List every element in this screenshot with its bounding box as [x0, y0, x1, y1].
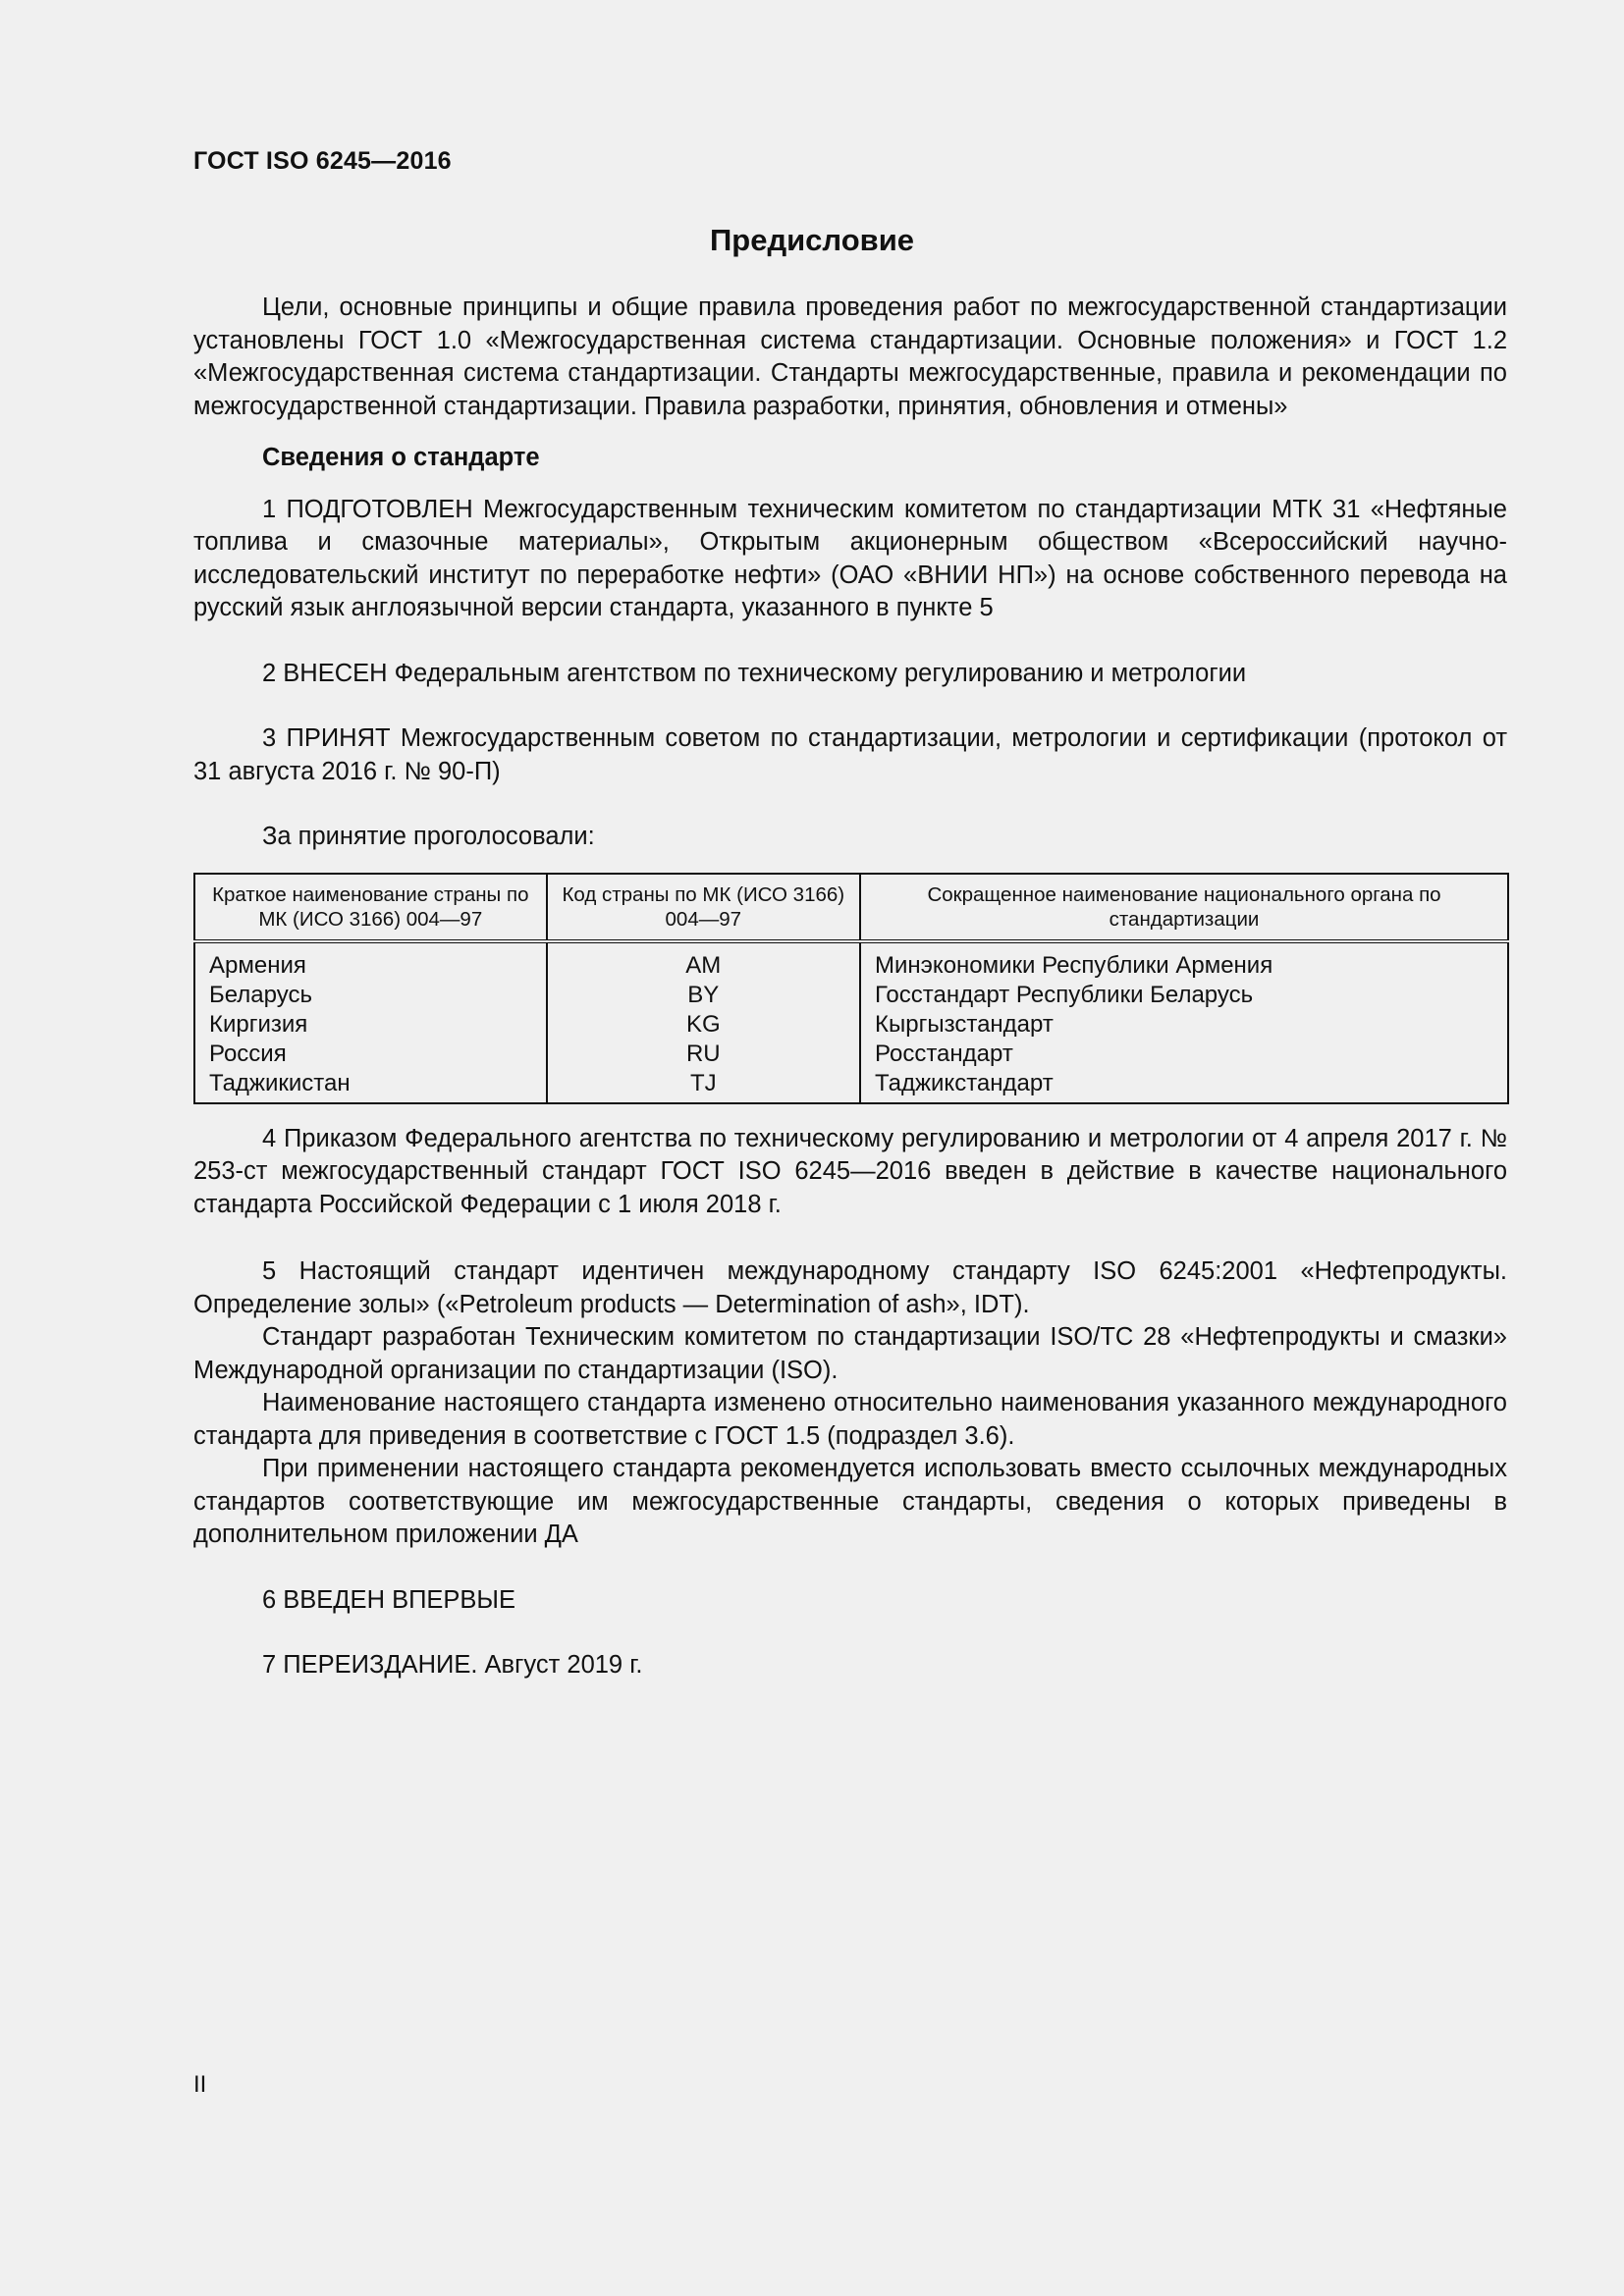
table-row [194, 941, 1508, 981]
page-number: II [193, 2071, 207, 2098]
item-1-paragraph: 1 ПОДГОТОВЛЕН Межгосударственным техническим комитетом по стандартизации МТК 31 «Нефтяные топлива и смазочные материалы», Открытым акционерным обществом «Всероссийский научно-исследовательский институт по переработке нефти» (ОАО «ВНИИ НП») на основе собственного перевода на русский язык англоязычной версии стандарта, указанного в пункте 5 [193, 495, 1507, 621]
table-header-row [194, 874, 1508, 941]
country-code: TJ [547, 1069, 860, 1103]
item-5-paragraph-4: При применении настоящего стандарта рекомендуется использовать вместо ссылочных международных стандартов соответствующие им межгосударственные стандарты, сведения о которых приведены в дополнительном приложении ДА [193, 1455, 1507, 1548]
item-4-paragraph: 4 Приказом Федерального агентства по техническому регулированию и метрологии от 4 апреля 2017 г. № 253-ст межгосударственный стандарт ГОСТ ISO 6245—2016 введен в действие в качестве национального стандарта Российской Федерации с 1 июля 2018 г. [193, 1124, 1507, 1218]
item-5-paragraph-3: Наименование настоящего стандарта изменено относительно наименования указанного международного стандарта для приведения в соответствие с ГОСТ 1.5 (подраздел 3.6). [193, 1389, 1507, 1450]
item-5-paragraph-2: Стандарт разработан Техническим комитетом по стандартизации ISO/TC 28 «Нефтепродукты и смазки» Международной организации по стандартизации (ISO). [193, 1323, 1507, 1384]
vote-intro: За принятие проголосовали: [262, 823, 595, 850]
foreword-content [193, 292, 1507, 1682]
item-5-paragraph-1: 5 Настоящий стандарт идентичен международному стандарту ISO 6245:2001 «Нефтепродукты. Определение золы» («Petroleum products — Determination of ash», IDT). [193, 1257, 1507, 1318]
national-body: Кыргызстандарт [860, 1010, 1508, 1040]
item-7-paragraph: 7 ПЕРЕИЗДАНИЕ. Август 2019 г. [262, 1651, 643, 1679]
country-code: AM [547, 941, 860, 981]
document-code-header: ГОСТ ISO 6245—2016 [193, 147, 452, 175]
country-name: Беларусь [194, 981, 547, 1010]
item-2-paragraph: 2 ВНЕСЕН Федеральным агентством по техническому регулированию и метрологии [262, 659, 1247, 687]
header-national-body: Сокращенное наименование национального органа по стандартизации [860, 874, 1508, 941]
country-code: RU [547, 1040, 860, 1069]
page-title: Предисловие [709, 223, 914, 257]
table-row [194, 1010, 1508, 1040]
national-body: Таджикстандарт [860, 1069, 1508, 1103]
header-country-code: Код страны по МК (ИСО 3166) 004—97 [547, 874, 860, 941]
info-heading: Сведения о стандарте [262, 444, 540, 471]
country-name: Армения [194, 941, 547, 981]
table-row [194, 981, 1508, 1010]
country-name: Россия [194, 1040, 547, 1069]
country-code: BY [547, 981, 860, 1010]
national-body: Госстандарт Республики Беларусь [860, 981, 1508, 1010]
national-body: Росстандарт [860, 1040, 1508, 1069]
country-name: Киргизия [194, 1010, 547, 1040]
table-row [194, 1069, 1508, 1103]
intro-paragraph: Цели, основные принципы и общие правила проведения работ по межгосударственной стандартизации установлены ГОСТ 1.0 «Межгосударственная система стандартизации. Основные положения» и ГОСТ 1.2 «Межгосударственная система стандартизации. Стандарты межгосударственные, правила и рекомендации по межгосударственной стандартизации. Правила разработки, принятия, обновления и отмены» [193, 294, 1507, 420]
country-code: KG [547, 1010, 860, 1040]
country-name: Таджикистан [194, 1069, 547, 1103]
voting-table [193, 873, 1509, 1104]
header-country-name: Краткое наименование страны по МК (ИСО 3166) 004—97 [194, 874, 547, 941]
table-row [194, 1040, 1508, 1069]
national-body: Минэкономики Республики Армения [860, 941, 1508, 981]
item-3-paragraph: 3 ПРИНЯТ Межгосударственным советом по стандартизации, метрологии и сертификации (протокол от 31 августа 2016 г. № 90-П) [193, 724, 1507, 785]
item-6-paragraph: 6 ВВЕДЕН ВПЕРВЫЕ [262, 1585, 516, 1614]
